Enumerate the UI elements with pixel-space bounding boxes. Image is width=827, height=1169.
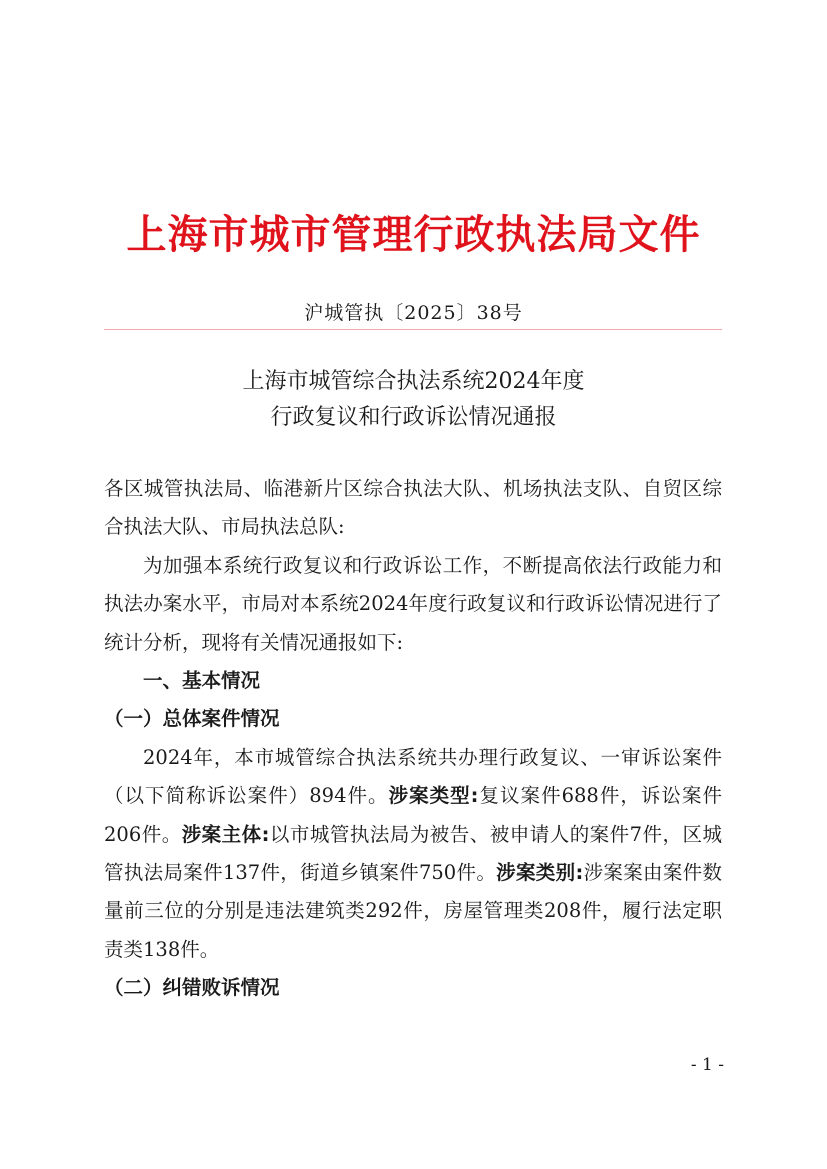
subsection-heading-corrections-losses: （二）纠错败诉情况 — [104, 976, 280, 1000]
overview-text-1: 2024年，本市城管综合执法系统共办理行政复议、一审诉讼案件（以下简称诉讼案件）894件。 — [104, 745, 722, 808]
overview-paragraph — [104, 739, 722, 969]
intro-paragraph: 为加强本系统行政复议和行政诉讼工作，不断提高依法行政能力和执法办案水平，市局对本系统2024年度行政复议和行政诉讼情况进行了统计分析，现将有关情况通报如下: — [104, 553, 722, 654]
document-number: 沪城管执〔2025〕38号 — [304, 302, 523, 324]
page-number: - 1 - — [690, 1055, 724, 1075]
overview-text-2: 复议案件688件，诉讼案件206件。 — [104, 784, 722, 846]
addressee-paragraph: 各区城管执法局、临港新片区综合执法大队、机场执法支队、自贸区综合执法大队、市局执法总队: — [104, 477, 722, 539]
document-body — [104, 470, 722, 1008]
document-header-title: 上海市城市管理行政执法局文件 — [126, 211, 701, 258]
header-divider-line — [104, 329, 722, 330]
label-case-category: 涉案类别: — [496, 861, 584, 885]
overview-text-3: 以市城管执法局为被告、被申请人的案件7件，区城管执法局案件137件，街道乡镇案件750件。 — [104, 822, 722, 885]
notice-title-line-2: 行政复议和行政诉讼情况通报 — [270, 405, 557, 430]
notice-title — [0, 364, 827, 436]
subsection-heading-overall-cases: （一）总体案件情况 — [104, 707, 280, 731]
section-heading-basic-situation: 一、基本情况 — [143, 669, 261, 693]
label-case-subject: 涉案主体: — [181, 822, 270, 846]
notice-title-line-1: 上海市城管综合执法系统2024年度 — [242, 369, 585, 394]
label-case-type: 涉案类型: — [388, 784, 479, 808]
overview-text-4: 涉案案由案件数量前三位的分别是违法建筑类292件，房屋管理类208件，履行法定职责类138件。 — [104, 861, 722, 961]
